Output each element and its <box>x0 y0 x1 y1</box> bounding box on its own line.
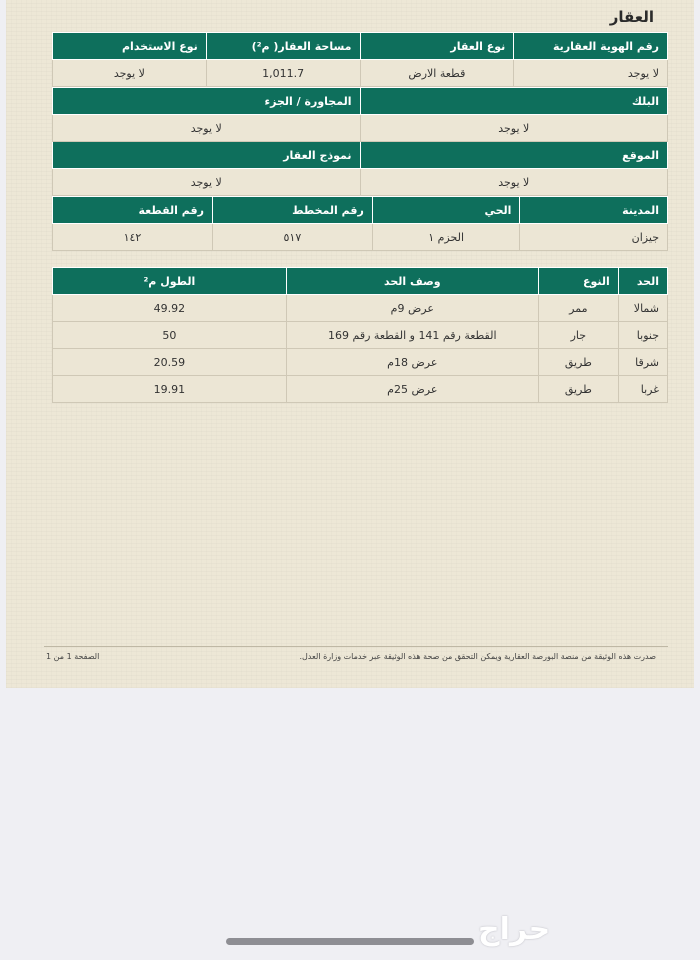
header-city: المدينة <box>520 197 668 224</box>
value-property-model: لا يوجد <box>53 169 361 196</box>
boundary-type: جار <box>538 322 618 349</box>
header-property-id: رقم الهوية العقارية <box>514 33 668 60</box>
document-page <box>6 0 694 688</box>
boundary-direction: شمالا <box>618 295 667 322</box>
value-city: جيزان <box>520 224 668 251</box>
header-plot-number: رقم القطعة <box>53 197 213 224</box>
boundary-length: 20.59 <box>53 349 287 376</box>
boundary-description: عرض 18م <box>286 349 538 376</box>
boundary-length: 19.91 <box>53 376 287 403</box>
table-row <box>53 349 668 376</box>
boundary-direction: شرقا <box>618 349 667 376</box>
footer-divider <box>44 646 668 647</box>
section-title: العقار <box>609 8 654 26</box>
boundary-description: عرض 25م <box>286 376 538 403</box>
property-info-table <box>52 32 668 87</box>
header-neighborhood-part: المجاورة / الجزء <box>53 88 361 115</box>
value-property-area: 1,011.7 <box>206 60 360 87</box>
value-district: الحزم ١ <box>372 224 520 251</box>
value-usage-type: لا يوجد <box>53 60 207 87</box>
plot-table <box>52 196 668 251</box>
table-row <box>53 322 668 349</box>
boundaries-table <box>52 267 668 403</box>
boundary-direction: غربا <box>618 376 667 403</box>
table-row <box>53 376 668 403</box>
home-indicator[interactable] <box>226 938 474 945</box>
header-plan-number: رقم المخطط <box>212 197 372 224</box>
header-location: الموقع <box>360 142 668 169</box>
header-boundary-description: وصف الحد <box>286 268 538 295</box>
header-boundary-type: النوع <box>538 268 618 295</box>
header-property-model: نموذج العقار <box>53 142 361 169</box>
value-property-id: لا يوجد <box>514 60 668 87</box>
value-block: لا يوجد <box>360 115 668 142</box>
boundary-type: طريق <box>538 349 618 376</box>
header-district: الحي <box>372 197 520 224</box>
header-property-area: مساحة العقار( م²) <box>206 33 360 60</box>
header-boundary: الحد <box>618 268 667 295</box>
value-plan-number: ٥١٧ <box>212 224 372 251</box>
watermark-logo: حراج <box>478 912 551 947</box>
header-boundary-length: الطول م² <box>53 268 287 295</box>
boundary-description: عرض 9م <box>286 295 538 322</box>
footer-note: صدرت هذه الوثيقة من منصة البورصة العقارية ويمكن التحقق من صحة هذه الوثيقة عبر خدمات وزارة العدل. <box>299 652 656 661</box>
boundary-type: ممر <box>538 295 618 322</box>
value-property-type: قطعة الارض <box>360 60 514 87</box>
table-row <box>53 295 668 322</box>
boundary-description: القطعة رقم 141 و القطعة رقم 169 <box>286 322 538 349</box>
page-number: الصفحة 1 من 1 <box>46 652 100 661</box>
header-property-type: نوع العقار <box>360 33 514 60</box>
value-plot-number: ١٤٢ <box>53 224 213 251</box>
header-block: البلك <box>360 88 668 115</box>
boundary-length: 49.92 <box>53 295 287 322</box>
value-neighborhood-part: لا يوجد <box>53 115 361 142</box>
boundary-direction: جنوبا <box>618 322 667 349</box>
header-usage-type: نوع الاستخدام <box>53 33 207 60</box>
boundary-type: طريق <box>538 376 618 403</box>
boundary-length: 50 <box>53 322 287 349</box>
value-location: لا يوجد <box>360 169 668 196</box>
block-location-table <box>52 87 668 196</box>
